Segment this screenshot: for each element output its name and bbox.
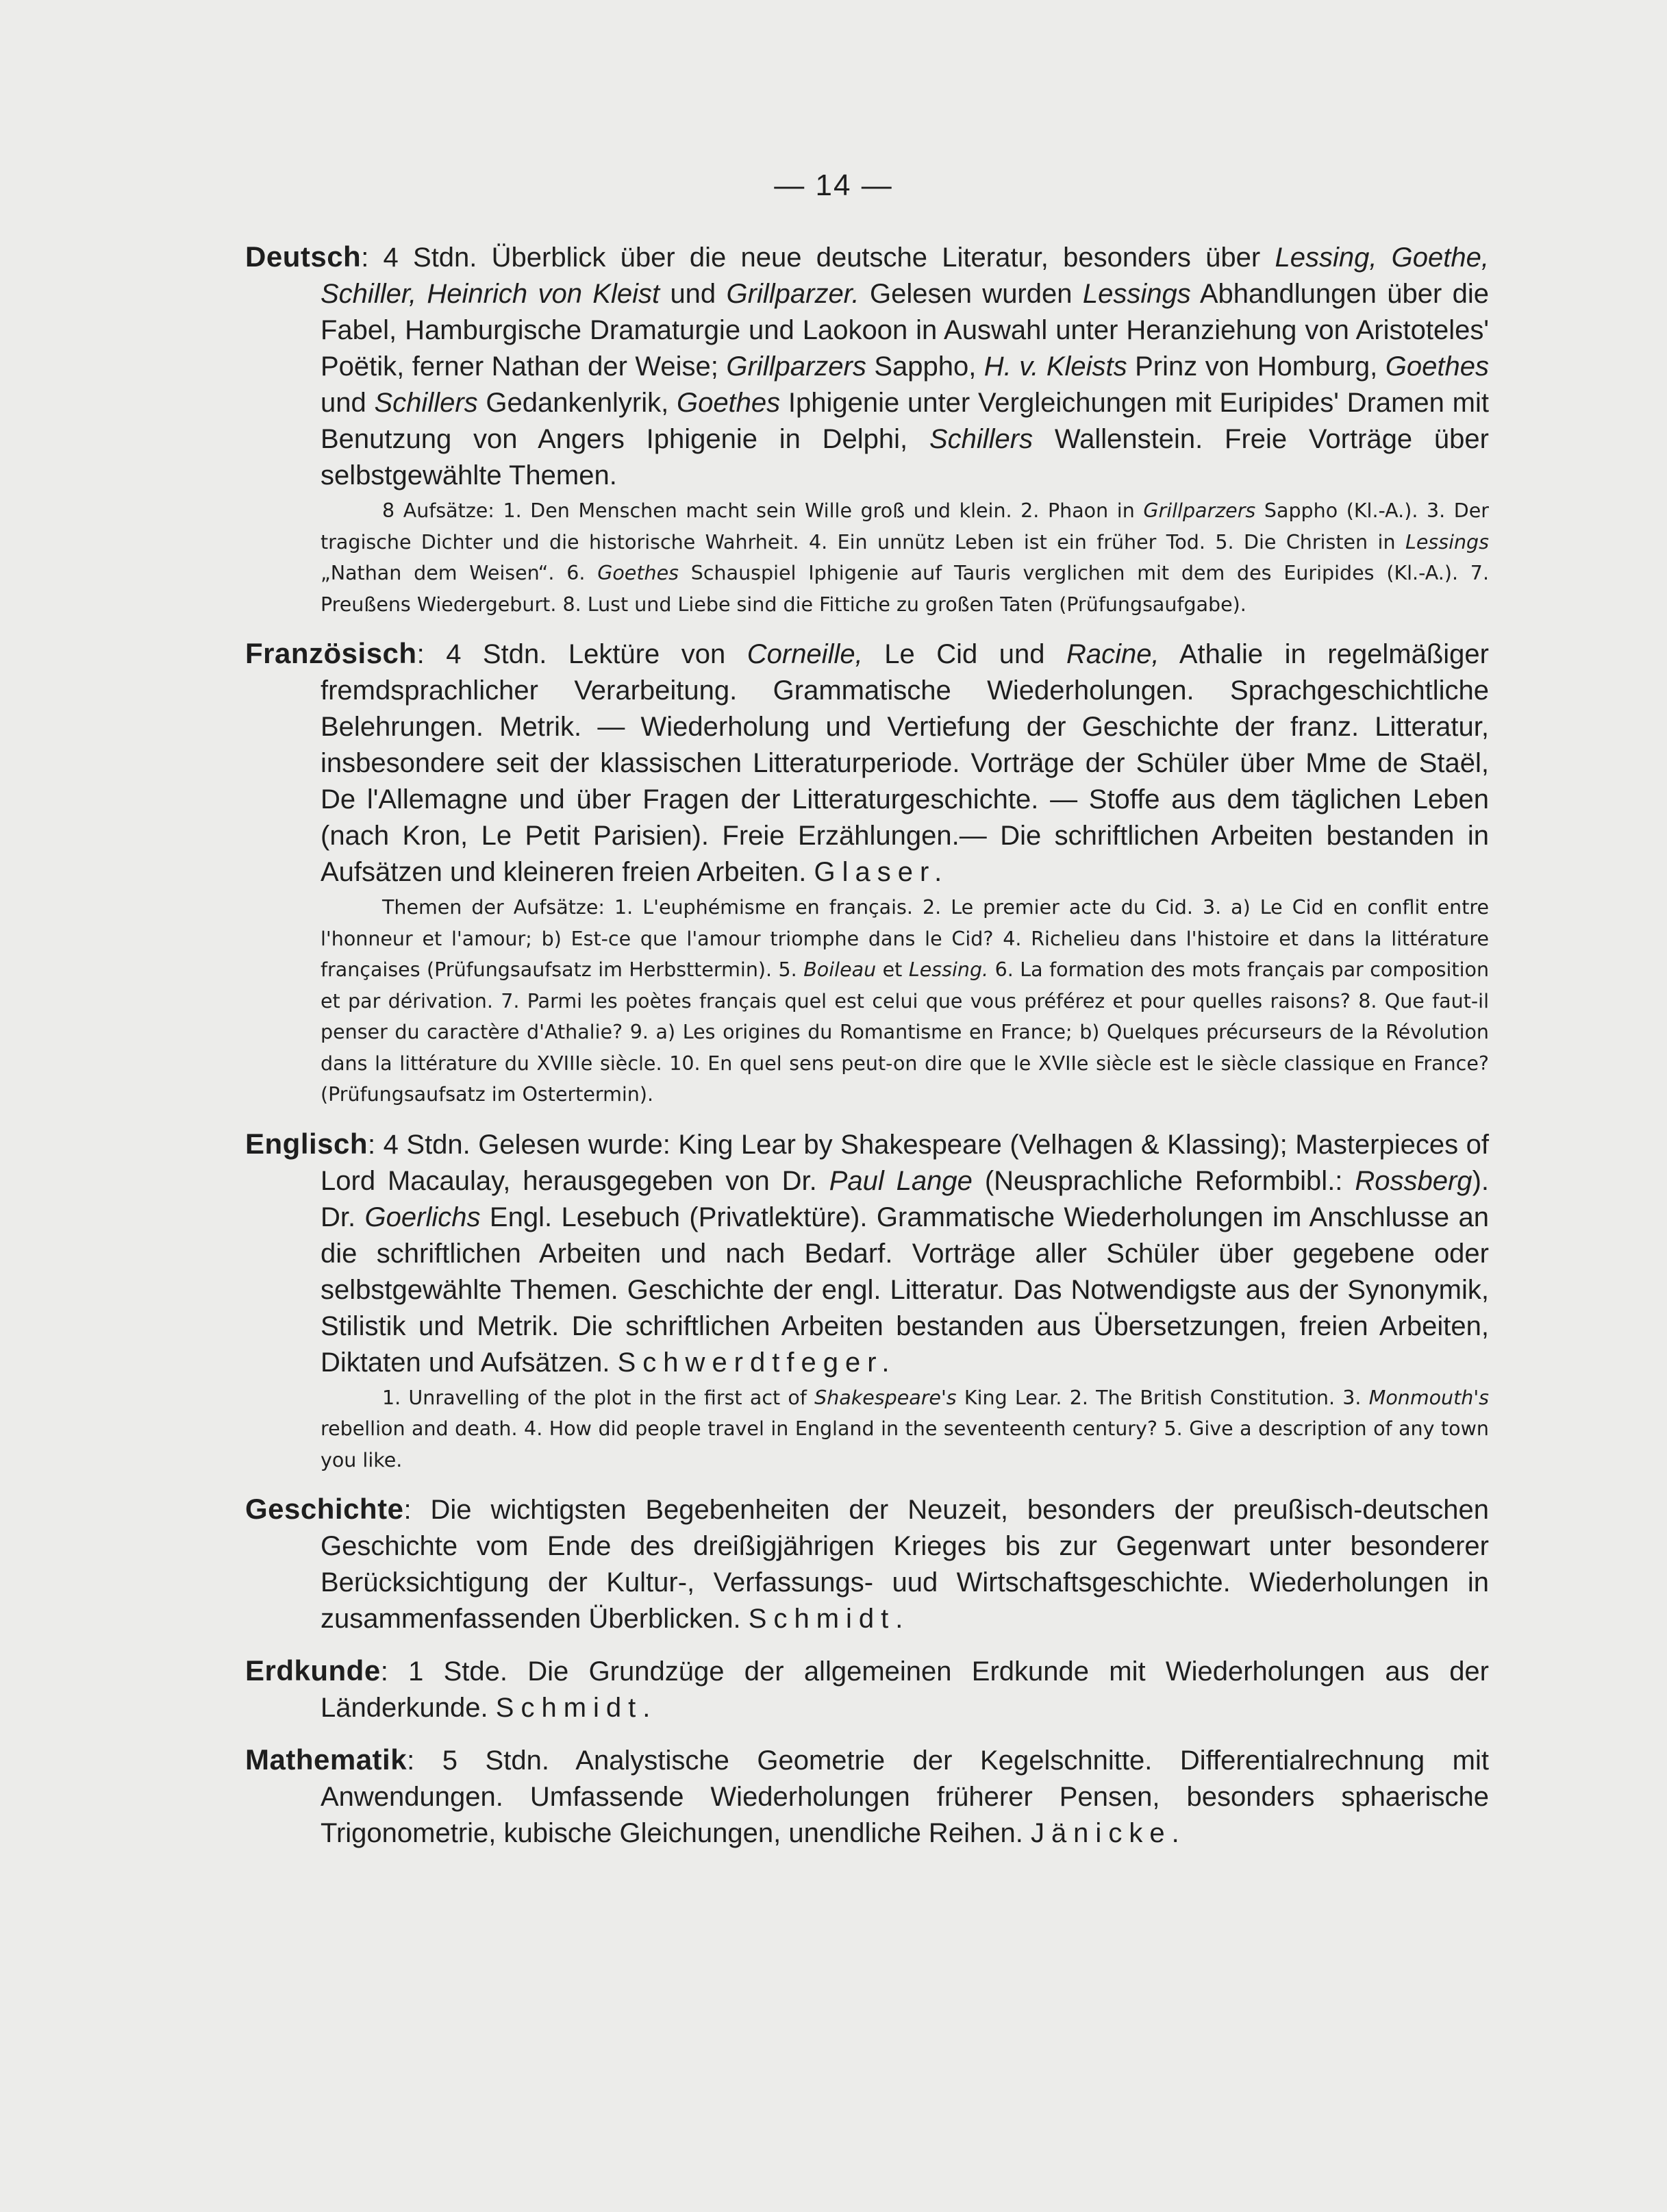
subject-heading: Geschichte <box>245 1493 404 1525</box>
englisch-paragraph: Englisch: 4 Stdn. Gelesen wurde: King Lear by Shakespeare (Velhagen & Klassing); Masterpieces of Lord Macaulay, herausgegeben von Dr. Paul Lange (Neusprachliche Reformbibl.: Rossberg). Dr. Goerlichs Engl. Lesebuch (Privatlektüre). Grammatische Wiederholungen im Anschlusse an die schriftlichen Arbeiten und nach Bedarf. Vorträge aller Schüler über gegebene oder selbstgewählte Themen. Geschichte der engl. Litteratur. Das Notwendigste aus der Synonymik, Stilistik und Metrik. Die schriftlichen Arbeiten bestanden aus Übersetzungen, freien Arbeiten, Diktaten und Aufsätzen. Schwerdtfeger. <box>245 1127 1489 1378</box>
text: Athalie in regelmäßiger fremdsprachlicher Verarbeitung. Grammatische Wiederholungen. Sprachgeschichtliche Belehrungen. Metrik. — Wiederholung und Vertiefung der Geschichte der franz. Litteratur, insbesondere seit der klassischen Litteraturperiode. Vorträge der Schüler über Mme de Staël, De l'Allemagne und über Fragen der Litteraturgeschichte. — Stoffe aus dem täglichen Leben (nach Kron, Le Petit Parisien). Freie Erzählungen.— Die schriftlichen Arbeiten bestanden in Aufsätzen und kleineren freien Arbeiten. <box>321 639 1489 887</box>
text: ). Dr. <box>321 1165 1489 1232</box>
author-name: Racine, <box>1066 639 1160 669</box>
text: Gelesen wurden <box>869 279 1073 309</box>
teacher-name: Glaser. <box>814 857 949 887</box>
section-mathematik <box>245 1741 1489 1852</box>
text: Engl. Lesebuch (Privatlektüre). Grammatische Wiederholungen im Anschlusse an die schriftlichen Arbeiten und nach Bedarf. Vorträge aller Schüler über gegebene oder selbstgewählte Themen. Geschichte der engl. Litteratur. Das Notwendigste aus der Synonymik, Stilistik und Metrik. Die schriftlichen Arbeiten bestanden aus Übersetzungen, freien Arbeiten, Diktaten und Aufsätzen. <box>321 1202 1489 1378</box>
author-name: Shakespeare's <box>814 1386 957 1409</box>
hours: 5 Stdn. <box>442 1745 549 1776</box>
author-name: Goerlichs <box>364 1202 481 1232</box>
erdkunde-paragraph: Erdkunde: 1 Stde. Die Grundzüge der allgemeinen Erdkunde mit Wiederholungen aus der Länderkunde. Schmidt. <box>245 1654 1490 1723</box>
note-text: Schauspiel Iphigenie auf Tauris verglichen mit dem des Euripides (Kl.-A.). 7. Preußens Wiedergeburt. 8. Lust und Liebe sind die Fittiche zu großen Taten (Prüfungsaufgabe). <box>321 562 1490 616</box>
text: Prinz von Homburg, <box>1135 351 1378 382</box>
author-name: Lessings <box>1405 530 1489 554</box>
note-text: rebellion and death. 4. How did people travel in England in the seventeenth century? 5. Give a description of any town you like. <box>321 1417 1489 1471</box>
text: Gedankenlyrik, <box>486 388 669 418</box>
text: Iphigenie unter Vergleichungen mit Euripides' Dramen mit Benutzung von Angers Iphigenie in Delphi, <box>321 388 1489 454</box>
hours: 1 Stde. <box>408 1656 508 1687</box>
section-deutsch <box>245 238 1489 620</box>
deutsch-essay-list <box>245 495 1489 620</box>
englisch-essay-list <box>245 1382 1489 1476</box>
subject-heading: Französisch <box>245 637 417 669</box>
author-name: Boileau <box>803 958 877 981</box>
text: Analystische Geometrie der Kegelschnitte. Differentialrechnung mit Anwendungen. Umfassende Wiederholungen früherer Pensen, besonders sphaerische Trigonometrie, kubische Gleichungen, unendliche Reihen. <box>321 1745 1489 1848</box>
author-name: Monmouth's <box>1368 1386 1490 1409</box>
hours: 4 Stdn. <box>383 1129 471 1160</box>
note-text: Sappho (Kl.-A.). 3. Der tragische Dichter und die historische Wahrheit. 4. Ein unnütz Leben ist ein früher Tod. 5. Die Christen in <box>321 499 1490 554</box>
author-name: H. v. Kleists <box>983 351 1127 382</box>
note-text: King Lear. 2. The British Constitution. 3. <box>964 1386 1362 1409</box>
author-name: Lessing, Goethe, Schiller, Heinrich von Kleist <box>321 243 1489 309</box>
page-content <box>245 238 1489 1867</box>
author-name: Schillers <box>929 424 1033 454</box>
section-englisch <box>245 1126 1489 1476</box>
note-text: et <box>882 958 903 981</box>
section-geschichte <box>245 1491 1489 1637</box>
teacher-name: Schmidt. <box>748 1604 910 1634</box>
text: (Neusprachliche Reformbibl.: <box>984 1165 1343 1196</box>
deutsch-paragraph: Deutsch: 4 Stdn. Überblick über die neue deutsche Literatur, besonders über Lessing, Goethe, Schiller, Heinrich von Kleist und Grillparzer. Gelesen wurden Lessings Abhandlungen über die Fabel, Hamburgische Dramaturgie und Laokoon in Auswahl unter Heranziehung von Aristoteles' Poëtik, ferner Nathan der Weise; Grillparzers Sappho, H. v. Kleists Prinz von Homburg, Goethes und Schillers Gedankenlyrik, Goethes Iphigenie unter Vergleichungen mit Euripides' Dramen mit Benutzung von Angers Iphigenie in Delphi, Schillers Wallenstein. Freie Vorträge über selbstgewählte Themen. <box>245 240 1489 490</box>
author-name: Grillparzers <box>726 351 866 382</box>
author-name: Grillparzer. <box>726 279 860 309</box>
text: Die wichtigsten Begebenheiten der Neuzeit, besonders der preußisch-deutschen Geschichte vom Ende des dreißigjährigen Krieges bis zur Gegenwart unter besonderer Berücksichtigung der Kultur-, Verfassungs- uud Wirtschaftsgeschichte. Wiederholungen in zusammenfassenden Überblicken. <box>321 1495 1489 1634</box>
text: Sappho, <box>874 351 977 382</box>
franzoesisch-essay-list <box>245 892 1489 1110</box>
subject-heading: Englisch <box>245 1127 368 1160</box>
note-text: 8 Aufsätze: 1. Den Menschen macht sein Wille groß und klein. 2. Phaon in <box>382 499 1135 522</box>
author-name: Corneille, <box>747 639 863 669</box>
author-name: Paul Lange <box>829 1165 973 1196</box>
author-name: Lessing. <box>908 958 989 981</box>
subject-heading: Erdkunde <box>245 1654 381 1687</box>
section-franzoesisch <box>245 635 1489 1110</box>
author-name: Grillparzers <box>1143 499 1256 522</box>
page-number: — 14 — <box>774 169 893 202</box>
subject-heading: Mathematik <box>245 1743 408 1776</box>
author-name: Rossberg <box>1355 1165 1472 1196</box>
franzoesisch-paragraph: Französisch: 4 Stdn. Lektüre von Corneille, Le Cid und Racine, Athalie in regelmäßiger fremdsprachlicher Verarbeitung. Grammatische Wiederholungen. Sprachgeschichtliche Belehrungen. Metrik. — Wiederholung und Vertiefung der Geschichte der franz. Litteratur, insbesondere seit der klassischen Litteraturperiode. Vorträge der Schüler über Mme de Staël, De l'Allemagne und über Fragen der Litteraturgeschichte. — Stoffe aus dem täglichen Leben (nach Kron, Le Petit Parisien). Freie Erzählungen.— Die schriftlichen Arbeiten bestanden in Aufsätzen und kleineren freien Arbeiten. Glaser. <box>245 637 1489 887</box>
note-text: Themen der Aufsätze: 1. L'euphémisme en français. 2. Le premier acte du Cid. 3. a) Le Cid en conflit entre l'honneur et l'amour; b) Est-ce que l'amour triomphe dans le Cid? 4. Richelieu dans l'histoire et dans la littérature françaises (Prüfungsaufsatz im Herbsttermin). 5. <box>321 896 1489 981</box>
text: Le Cid und <box>884 639 1045 669</box>
text: Gelesen wurde: King Lear by Shakespeare (Velhagen & Klassing); Masterpieces of Lord Macaulay, herausgegeben von Dr. <box>321 1129 1489 1196</box>
subject-heading: Deutsch <box>245 240 362 273</box>
note-text: 1. Unravelling of the plot in the first act of <box>382 1386 807 1409</box>
hours: 4 Stdn. <box>383 243 477 273</box>
author-name: Goethes <box>597 562 679 584</box>
text: Wallenstein. Freie Vorträge über selbstgewählte Themen. <box>321 424 1489 490</box>
teacher-name: Schmidt. <box>495 1693 657 1723</box>
author-name: Schillers <box>374 388 478 418</box>
text: und <box>670 279 716 309</box>
author-name: Goethes <box>676 388 781 418</box>
teacher-name: Jänicke. <box>1030 1818 1186 1848</box>
text: Die Grundzüge der allgemeinen Erdkunde mit Wiederholungen aus der Länderkunde. <box>321 1656 1490 1723</box>
author-name: Lessings <box>1082 279 1191 309</box>
teacher-name: Schwerdtfeger. <box>617 1347 897 1378</box>
geschichte-paragraph: Geschichte: Die wichtigsten Begebenheiten der Neuzeit, besonders der preußisch-deutschen Geschichte vom Ende des dreißigjährigen Krieges bis zur Gegenwart unter besonderer Berücksichtigung der Kultur-, Verfassungs- uud Wirtschaftsgeschichte. Wiederholungen in zusammenfassenden Überblicken. Schmidt. <box>245 1493 1489 1634</box>
note-text: 6. La formation des mots français par composition et par dérivation. 7. Parmi les poètes français quel est celui que vous préférez et pour quelles raisons? 8. Que faut-il penser du caractère d'Athalie? 9. a) Les origines du Romantisme en France; b) Quelques précurseurs de la Révolution dans la littérature du XVIIIe siècle. 10. En quel sens peut-on dire que le XVIIe siècle est le siècle classique en France? (Prüfungsaufsatz im Ostertermin). <box>321 958 1490 1106</box>
author-name: Goethes <box>1385 351 1489 382</box>
text: Überblick über die neue deutsche Literatur, besonders über <box>491 243 1261 273</box>
mathematik-paragraph: Mathematik: 5 Stdn. Analystische Geometrie der Kegelschnitte. Differentialrechnung mit Anwendungen. Umfassende Wiederholungen früherer Pensen, besonders sphaerische Trigonometrie, kubische Gleichungen, unendliche Reihen. Jänicke. <box>245 1743 1489 1848</box>
text: Abhandlungen über die Fabel, Hamburgische Dramaturgie und Laokoon in Auswahl unter Heranziehung von Aristoteles' Poëtik, ferner Nathan der Weise; <box>321 279 1489 382</box>
note-text: „Nathan dem Weisen“. 6. <box>321 562 586 584</box>
text: Lektüre von <box>568 639 726 669</box>
text: und <box>321 388 366 418</box>
hours: 4 Stdn. <box>446 639 547 669</box>
section-erdkunde <box>245 1652 1489 1726</box>
